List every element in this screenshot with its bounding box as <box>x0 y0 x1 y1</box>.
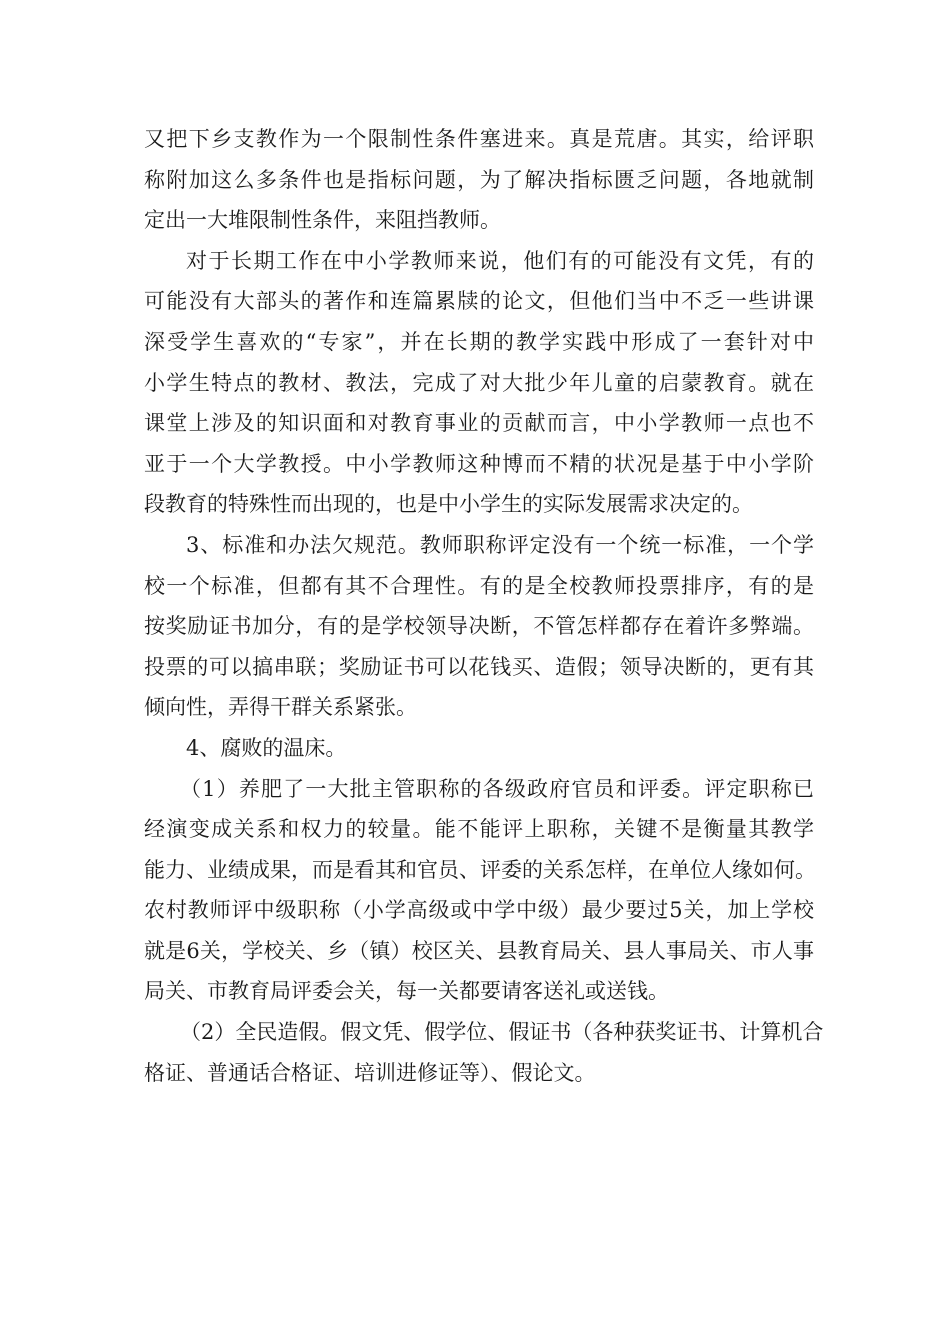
text-line: 小学生特点的教材、教法，完成了对大批少年儿童的启蒙教育。就在 <box>144 370 814 395</box>
paragraph-first-line: （1）养肥了一大批主管职称的各级政府官员和评委。评定职称已 <box>180 776 814 801</box>
text-line: 能力、业绩成果，而是看其和官员、评委的关系怎样，在单位人缘如何。 <box>144 857 816 882</box>
paragraph-first-line: 对于长期工作在中小学教师来说，他们有的可能没有文凭，有的 <box>186 248 814 273</box>
text-line: 农村教师评中级职称（小学高级或中学中级）最少要过5关，加上学校 <box>144 898 814 923</box>
text-line: 段教育的特殊性而出现的，也是中小学生的实际发展需求决定的。 <box>144 492 753 517</box>
text-line: 又把下乡支教作为一个限制性条件塞进来。真是荒唐。其实，给评职 <box>144 127 814 151</box>
text-line: 局关、市教育局评委会关，每一关都要请客送礼或送钱。 <box>144 979 669 1004</box>
text-line: 可能没有大部头的著作和连篇累牍的论文，但他们当中不乏一些讲课 <box>144 289 814 314</box>
section-heading: 4、腐败的温床。 <box>186 735 347 760</box>
text-line: 按奖励证书加分，有的是学校领导决断，不管怎样都存在着许多弊端。 <box>144 614 814 639</box>
text-line: 格证、普通话合格证、培训进修证等）、假论文。 <box>144 1060 596 1085</box>
text-line: 校一个标准，但都有其不合理性。有的是全校教师投票排序，有的是 <box>144 573 814 598</box>
text-line: 倾向性，弄得干群关系紧张。 <box>144 695 417 720</box>
paragraph-first-line: 3、标准和办法欠规范。教师职称评定没有一个统一标准，一个学 <box>186 532 814 557</box>
text-line: 亚于一个大学教授。中小学教师这种博而不精的状况是基于中小学阶 <box>144 451 814 476</box>
document-body <box>144 119 824 1093</box>
text-line: 投票的可以搞串联；奖励证书可以花钱买、造假；领导决断的，更有其 <box>144 654 814 679</box>
text-line: 深受学生喜欢的“专家”，并在长期的教学实践中形成了一套针对中 <box>144 329 814 354</box>
text-line: 就是6关，学校关、乡（镇）校区关、县教育局关、县人事局关、市人事 <box>144 938 814 963</box>
text-line: 课堂上涉及的知识面和对教育事业的贡献而言，中小学教师一点也不 <box>144 411 814 436</box>
text-line: 称附加这么多条件也是指标问题，为了解决指标匮乏问题，各地就制 <box>144 167 814 192</box>
paragraph-first-line: （2）全民造假。假文凭、假学位、假证书（各种获奖证书、计算机合 <box>180 1020 824 1045</box>
text-line: 经演变成关系和权力的较量。能不能评上职称，关键不是衡量其教学 <box>144 817 814 842</box>
text-line: 定出一大堆限制性条件，来阻挡教师。 <box>144 208 501 233</box>
